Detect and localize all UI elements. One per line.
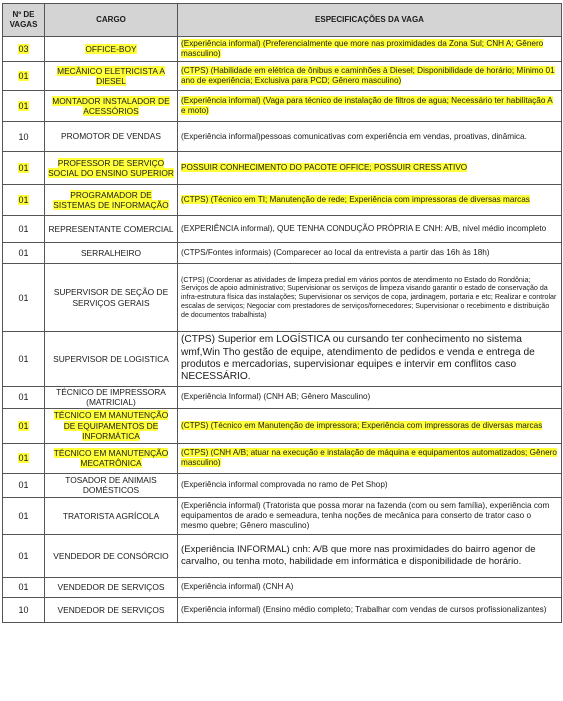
job-title: SUPERVISOR DE SEÇÃO DE SERVIÇOS GERAIS <box>53 287 169 308</box>
job-title: TÉCNICO DE IMPRESSORA (MATRICIAL) <box>56 387 166 408</box>
vacancy-count: 01 <box>18 582 29 593</box>
vacancy-count: 01 <box>18 248 29 258</box>
vacancy-count: 01 <box>18 453 29 464</box>
job-title: SERRALHEIRO <box>80 247 142 258</box>
job-specification: POSSUIR CONHECIMENTO DO PACOTE OFFICE; POSSUIR CRESS ATIVO <box>181 163 468 172</box>
vacancy-count: 01 <box>18 550 29 561</box>
vacancies-table <box>2 3 562 623</box>
job-title: MECÂNICO ELETRICISTA A DIESEL <box>57 65 165 86</box>
job-specification: (Experiência informal) (CNH A) <box>181 582 294 592</box>
job-specification: (Experiência informal) (Vaga para técnico de instalação de filtros de agua; Necessário ter habilitação A e moto) <box>181 96 553 115</box>
job-title: PROFESSOR DE SERVIÇO SOCIAL DO ENSINO SUPERIOR <box>48 157 174 178</box>
vacancy-count: 01 <box>18 163 29 173</box>
vacancy-count: 10 <box>18 131 29 142</box>
header-qty: Nº DE VAGAS <box>3 4 45 37</box>
table-row <box>3 185 562 216</box>
table-row <box>3 152 562 185</box>
job-title: VENDEDOR DE CONSÓRCIO <box>53 550 169 561</box>
job-specification: (CTPS) (Técnico em TI; Manutenção de rede; Experiência com impressoras de diversas marcas <box>181 195 530 204</box>
table-row <box>3 387 562 409</box>
vacancy-count: 01 <box>18 420 29 431</box>
job-specification: (CTPS) (Técnico em Manutenção de impressora; Experiência com impressoras de diversas marcas <box>181 420 543 430</box>
vacancy-count: 01 <box>18 480 29 491</box>
vacancy-count: 01 <box>18 392 29 403</box>
table-row <box>3 37 562 62</box>
header-role: CARGO <box>45 4 178 37</box>
job-specification: (EXPERIÊNCIA informal), QUE TENHA CONDUÇÃO PRÓPRIA E CNH: A/B, nível médio incompleto <box>181 224 547 233</box>
table-row <box>3 408 562 443</box>
job-specification: (CTPS) Superior em LOGÍSTICA ou cursando ter conhecimento no sistema wmf,Win Tho gestão de equipe, atendimento de pedidos e venda e entrega de produtos e mercadorias, supervisionar equipes e intervir em conflitos caso NECESSÁRIO. <box>181 334 535 383</box>
job-specification: (Experiência Informal) (CNH AB; Gênero Masculino) <box>181 392 371 402</box>
vacancy-count: 01 <box>18 195 29 205</box>
job-specification: (CTPS/Fontes informais) (Comparecer ao local da entrevista a partir das 16h às 18h) <box>181 248 490 257</box>
job-specification: (Experiência informal) (Tratorista que possa morar na fazenda (com ou sem família), experiência com equipamentos de arado e semeadura, tenha noções de mecânica para conserto de trator caso o mesmo quebre; Gênero masculino) <box>181 500 550 530</box>
job-specification: (CTPS) (CNH A/B; atuar na execução e instalação de máquina e equipamentos automatizados; Gênero masculino) <box>181 448 557 468</box>
job-specification: (Experiência informal) (Ensino médio completo; Trabalhar com vendas de cursos profissionalizantes) <box>181 604 547 614</box>
table-row <box>3 443 562 473</box>
job-title: PROMOTOR DE VENDAS <box>61 131 161 142</box>
header-spec: ESPECIFICAÇÕES DA VAGA <box>178 4 562 37</box>
table-row <box>3 91 562 122</box>
vacancy-count: 01 <box>18 224 29 234</box>
table-row <box>3 473 562 497</box>
job-title: TRATORISTA AGRÍCOLA <box>62 510 160 521</box>
job-specification: (Experiência INFORMAL) cnh: A/B que more nas proximidades do bairro agenor de carvalho, ou tenha moto, habilidade em informática e disponibilidade de horário. <box>181 544 536 567</box>
table-row <box>3 216 562 243</box>
job-title: MONTADOR INSTALADOR DE ACESSÓRIOS <box>52 95 170 116</box>
vacancy-count: 01 <box>18 292 29 303</box>
job-specification: (Experiência informal comprovada no ramo de Pet Shop) <box>181 480 388 490</box>
job-specification: (Experiência informal) (Preferencialmente que more nas proximidades da Zona Sul; CNH A; Gênero masculino) <box>181 39 544 58</box>
table-row <box>3 534 562 577</box>
table-row <box>3 597 562 622</box>
table-row <box>3 497 562 534</box>
job-title: VENDEDOR DE SERVIÇOS <box>57 582 165 593</box>
table-row <box>3 577 562 597</box>
table-body <box>3 37 562 623</box>
job-title: VENDEDOR DE SERVIÇOS <box>57 604 165 615</box>
vacancy-count: 10 <box>18 604 29 615</box>
vacancy-count: 01 <box>18 71 29 81</box>
job-specification: (CTPS) (Coordenar as atividades de limpeza predial em vários pontos de atendimento no Estado do Rondônia; Serviços de apoio administrativo; Supervisionar os serviços de limpeza visando garantir o estado de conservação da infra-estrutura física das instalações; Supervisionar os serviços de copa, jardinagem, portaria e etc; Realizar e controlar escalas de serviços; Negociar com prestadores de serviços/fornecedores; Supervisionar o recebimento e distribuição de documentos trabalhista) <box>181 275 557 319</box>
job-title: TOSADOR DE ANIMAIS DOMÉSTICOS <box>65 474 157 496</box>
vacancy-count: 01 <box>18 354 29 364</box>
job-title: REPRESENTANTE COMERCIAL <box>48 223 174 234</box>
job-title: OFFICE-BOY <box>85 43 137 54</box>
job-specification: (CTPS) (Habilidade em elétrica de ônibus e caminhões à Diesel; Disponibilidade de horário; Mínimo 01 ano de experiência; Exclusiva para PCD; Gênero masculino) <box>181 66 555 85</box>
job-title: TÉCNICO EM MANUTENÇÃO DE EQUIPAMENTOS DE INFORMÁTICA <box>53 410 169 442</box>
table-header-row <box>3 4 562 37</box>
table-row <box>3 62 562 91</box>
vacancy-count: 01 <box>18 101 29 111</box>
job-specification: (Experiência informal)pessoas comunicativas com experiência em vendas, proativas, dinâmica. <box>181 131 527 141</box>
vacancy-count: 01 <box>18 510 29 521</box>
table-row <box>3 122 562 152</box>
job-title: PROGRAMADOR DE SISTEMAS DE INFORMAÇÃO <box>53 189 169 210</box>
table-row <box>3 332 562 387</box>
table-row <box>3 243 562 264</box>
vacancy-count: 03 <box>18 44 29 54</box>
job-title: SUPERVISOR DE LOGISTICA <box>53 353 169 364</box>
table-row <box>3 264 562 332</box>
job-title: TÉCNICO EM MANUTENÇÃO MECATRÔNICA <box>53 447 169 469</box>
